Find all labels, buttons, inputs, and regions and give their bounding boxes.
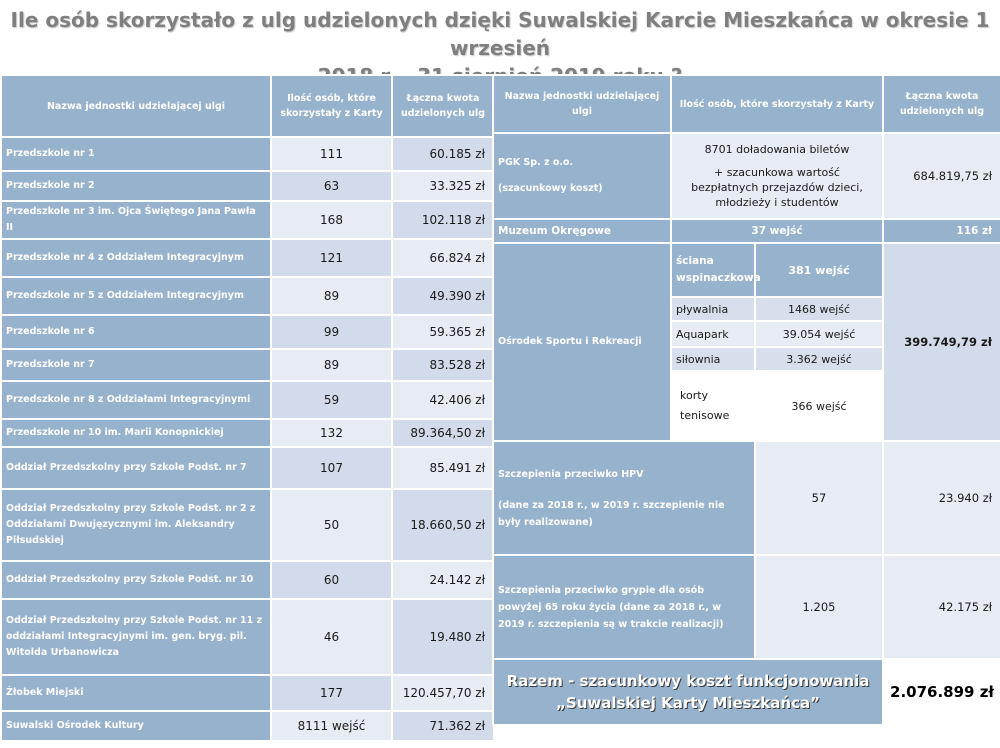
osir-name: Ośrodek Sportu i Rekreacji [493, 243, 671, 441]
left-header-amount: Łączna kwota udzielonych ulg [392, 75, 494, 137]
hpv-amount: 23.940 zł [883, 441, 1000, 555]
table-row [1, 137, 494, 171]
right-header-row [493, 75, 1000, 133]
left-header-row [1, 75, 494, 137]
table-row [1, 171, 494, 201]
row-amount: 60.185 zł [392, 137, 494, 171]
right-header-amount: Łączna kwota udzielonych ulg [883, 75, 1000, 133]
table-row [1, 711, 494, 741]
row-amount: 49.390 zł [392, 277, 494, 315]
grypa-count: 1.205 [755, 555, 883, 659]
table-row-muzeum [493, 219, 1000, 243]
row-amount: 89.364,50 zł [392, 419, 494, 447]
row-count: 89 [271, 277, 392, 315]
row-name: Przedszkole nr 10 im. Marii Konopnickiej [1, 419, 271, 447]
osir-item-name: korty tenisowe [671, 371, 755, 441]
total-value: 2.076.899 zł [883, 659, 1000, 725]
table-row [1, 675, 494, 711]
table-row-osir [493, 243, 1000, 297]
row-count: 168 [271, 201, 392, 239]
row-amount: 33.325 zł [392, 171, 494, 201]
row-count: 59 [271, 381, 392, 419]
osir-item-name: Aquapark [671, 321, 755, 347]
row-amount: 42.406 zł [392, 381, 494, 419]
row-amount: 102.118 zł [392, 201, 494, 239]
row-name: Przedszkole nr 2 [1, 171, 271, 201]
osir-item-value: 3.362 wejść [755, 347, 883, 371]
row-name: Oddział Przedszkolny przy Szkole Podst. nr 10 [1, 561, 271, 599]
row-amount: 19.480 zł [392, 599, 494, 675]
osir-item-value: 381 wejść [755, 243, 883, 297]
row-name: Przedszkole nr 8 z Oddziałami Integracyjnymi [1, 381, 271, 419]
osir-item-name: pływalnia [671, 297, 755, 321]
table-row-pgk [493, 133, 1000, 219]
table-row [1, 239, 494, 277]
table-row-total [493, 659, 1000, 725]
row-amount: 120.457,70 zł [392, 675, 494, 711]
row-amount: 66.824 zł [392, 239, 494, 277]
row-amount: 85.491 zł [392, 447, 494, 489]
pgk-name-line-2: (szacunkowy koszt) [498, 183, 603, 194]
table-row [1, 381, 494, 419]
right-header-count: Ilość osób, które skorzystały z Karty [671, 75, 883, 133]
table-row [1, 315, 494, 349]
row-count: 60 [271, 561, 392, 599]
pgk-count-line-1: 8701 doładowania biletów [704, 143, 850, 156]
table-row-hpv [493, 441, 1000, 555]
pgk-count [671, 133, 883, 219]
osir-item-value: 39.054 wejść [755, 321, 883, 347]
table-row-grypa [493, 555, 1000, 659]
row-count: 121 [271, 239, 392, 277]
osir-item-name: siłownia [671, 347, 755, 371]
row-count: 89 [271, 349, 392, 381]
table-row [1, 447, 494, 489]
row-amount: 24.142 zł [392, 561, 494, 599]
row-count: 177 [271, 675, 392, 711]
row-amount: 83.528 zł [392, 349, 494, 381]
row-count: 63 [271, 171, 392, 201]
row-name: Oddział Przedszkolny przy Szkole Podst. nr 11 z oddziałami Integracyjnymi im. gen. bryg. pil. Witolda Urbanowicza [1, 599, 271, 675]
row-amount: 59.365 zł [392, 315, 494, 349]
pgk-amount: 684.819,75 zł [883, 133, 1000, 219]
left-header-name: Nazwa jednostki udzielającej ulgi [1, 75, 271, 137]
table-row [1, 599, 494, 675]
title-line-1: Ile osób skorzystało z ulg udzielonych dzięki Suwalskiej Karcie Mieszkańca w okresie 1 wrzesień [10, 8, 990, 60]
row-name: Przedszkole nr 3 im. Ojca Świętego Jana Pawła II [1, 201, 271, 239]
row-name: Suwalski Ośrodek Kultury [1, 711, 271, 741]
left-header-count: Ilość osób, które skorzystały z Karty [271, 75, 392, 137]
row-amount: 18.660,50 zł [392, 489, 494, 561]
row-name: Przedszkole nr 6 [1, 315, 271, 349]
row-count: 132 [271, 419, 392, 447]
muzeum-amount: 116 zł [883, 219, 1000, 243]
row-name: Żłobek Miejski [1, 675, 271, 711]
table-row [1, 419, 494, 447]
left-table [0, 74, 495, 742]
osir-item-value: 366 wejść [755, 371, 883, 441]
table-row [1, 561, 494, 599]
osir-amount: 399.749,79 zł [883, 243, 1000, 441]
row-count: 99 [271, 315, 392, 349]
grypa-name: Szczepienia przeciwko grypie dla osób powyżej 65 roku życia (dane za 2018 r., w 2019 r. szczepienia są w trakcie realizacji) [493, 555, 755, 659]
row-count: 111 [271, 137, 392, 171]
hpv-name [493, 441, 755, 555]
row-amount: 71.362 zł [392, 711, 494, 741]
row-name: Przedszkole nr 4 z Oddziałem Integracyjnym [1, 239, 271, 277]
row-name: Przedszkole nr 7 [1, 349, 271, 381]
pgk-name-line-1: PGK Sp. z o.o. [498, 157, 574, 168]
muzeum-name: Muzeum Okręgowe [493, 219, 671, 243]
pgk-name [493, 133, 671, 219]
row-name: Oddział Przedszkolny przy Szkole Podst. nr 2 z Oddziałami Dwujęzycznymi im. Aleksandry Piłsudskiej [1, 489, 271, 561]
grypa-amount: 42.175 zł [883, 555, 1000, 659]
pgk-count-line-2: + szacunkowa wartość bezpłatnych przejazdów dzieci, młodzieży i studentów [691, 166, 863, 209]
table-row [1, 349, 494, 381]
row-name: Oddział Przedszkolny przy Szkole Podst. nr 7 [1, 447, 271, 489]
hpv-name-line-1: Szczepienia przeciwko HPV [498, 468, 644, 480]
osir-item-value: 1468 wejść [755, 297, 883, 321]
right-table [492, 74, 1000, 726]
table-row [1, 277, 494, 315]
hpv-count: 57 [755, 441, 883, 555]
table-row [1, 489, 494, 561]
row-name: Przedszkole nr 5 z Oddziałem Integracyjnym [1, 277, 271, 315]
row-count: 107 [271, 447, 392, 489]
muzeum-count: 37 wejść [671, 219, 883, 243]
table-row [1, 201, 494, 239]
row-name: Przedszkole nr 1 [1, 137, 271, 171]
osir-item-name: ściana wspinaczkowa [671, 243, 755, 297]
right-header-name: Nazwa jednostki udzielającej ulgi [493, 75, 671, 133]
row-count: 50 [271, 489, 392, 561]
row-count: 8111 wejść [271, 711, 392, 741]
total-label: Razem - szacunkowy koszt funkcjonowania „Suwalskiej Karty Mieszkańca” [493, 659, 883, 725]
hpv-name-line-2: (dane za 2018 r., w 2019 r. szczepienie nie były realizowane) [498, 499, 725, 528]
row-count: 46 [271, 599, 392, 675]
